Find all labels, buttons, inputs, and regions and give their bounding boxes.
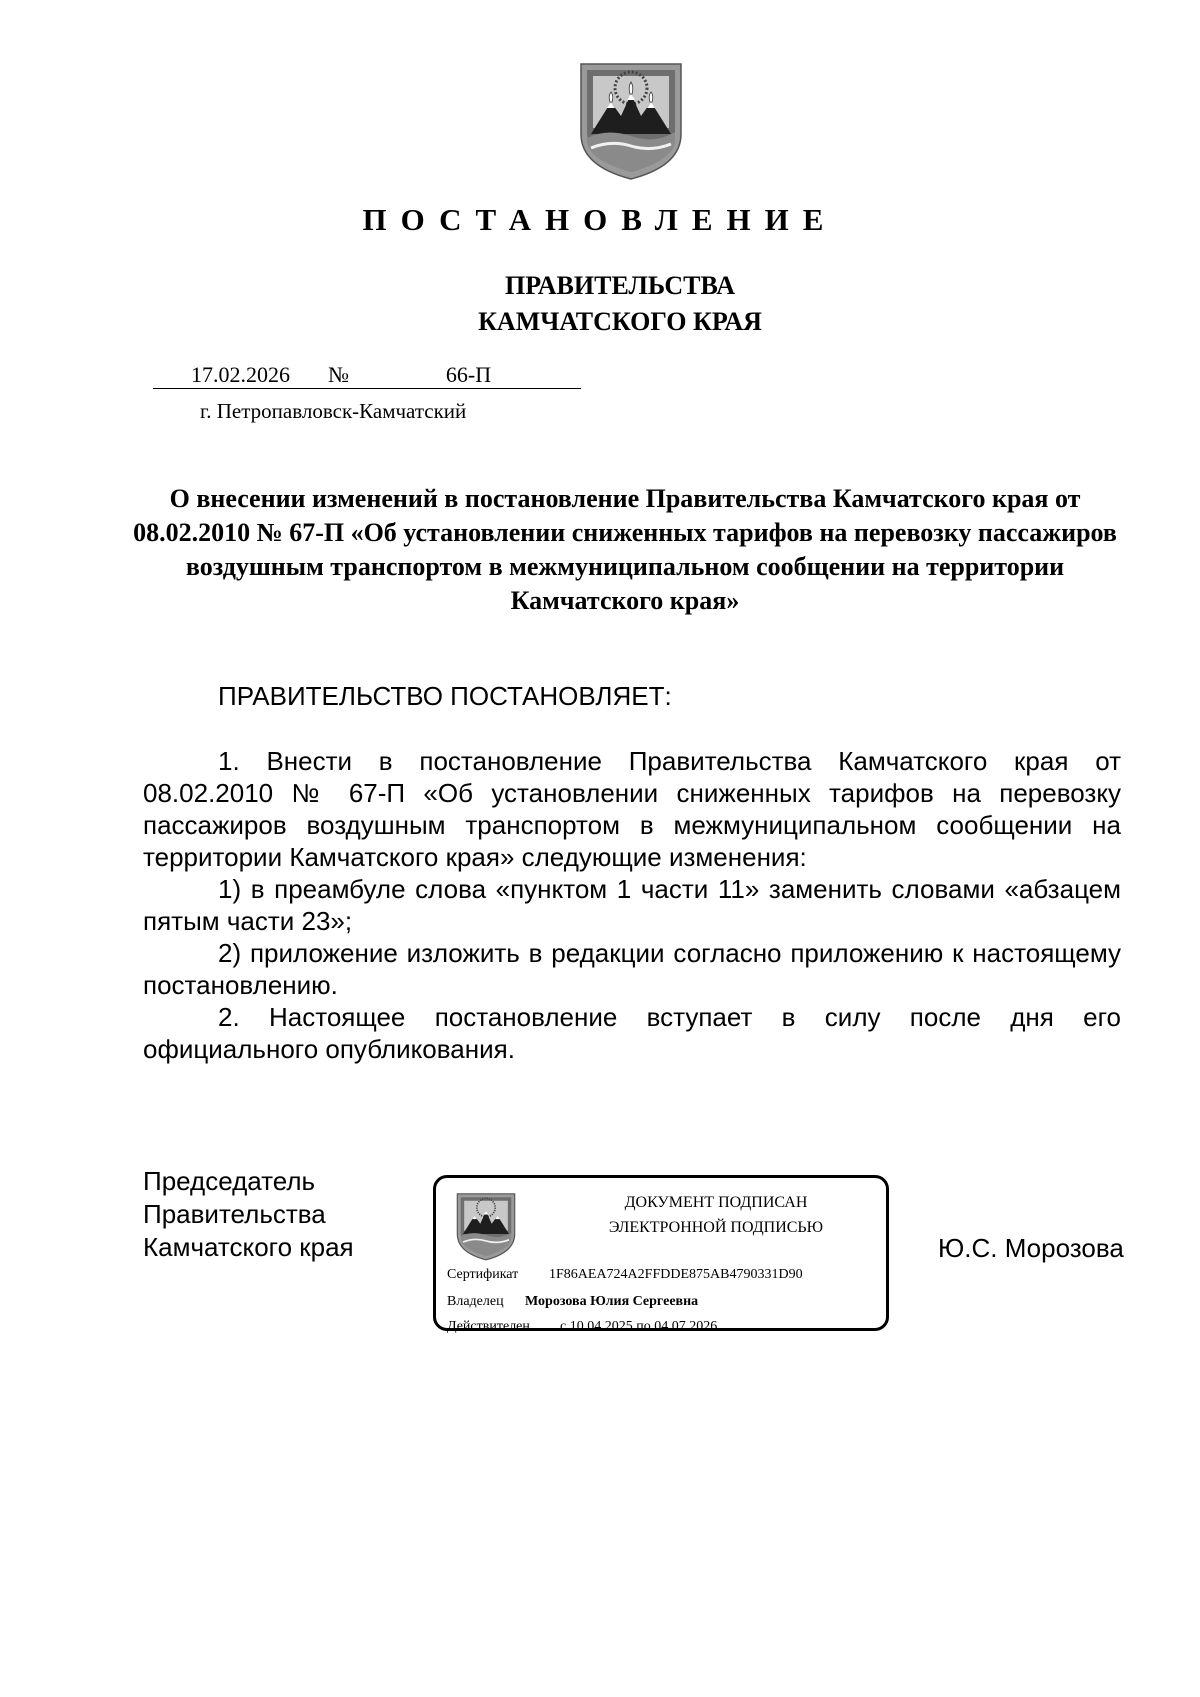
body-paragraph: 2. Настоящее постановление вступает в силу после дня его официального опубликования. (143, 1002, 1121, 1064)
stamp-validity-row (447, 1318, 717, 1336)
issuer-line: ПРАВИТЕЛЬСТВА (505, 271, 735, 300)
issuer-block (0, 268, 1200, 340)
stamp-heading-line: ЭЛЕКТРОННОЙ ПОДПИСЬЮ (608, 1219, 824, 1236)
owner-label: Владелец (447, 1294, 504, 1309)
body-paragraph: 1) в преамбуле слова «пунктом 1 части 11» заменить словами «абзацем пятым части 23»; (143, 874, 1121, 936)
stamp-heading (556, 1190, 876, 1240)
validity-value: с 10.04.2025 по 04.07.2026 (560, 1319, 718, 1334)
kamchatka-coat-of-arms-icon (577, 58, 685, 182)
number-label: № (328, 362, 356, 389)
signer-name: Ю.С. Морозова (938, 1233, 1124, 1263)
document-subject: О внесении изменений в постановление Правительства Камчатского края от 08.02.2010 № 67-П «Об установлении сниженных тарифов на перевозку пассажиров воздушным транспортом в межмуниципальном сообщении на территории Камчатского края» (133, 484, 1117, 615)
document-number: 66-П (356, 362, 581, 389)
signer-position-line: Камчатского края (143, 1232, 354, 1262)
certificate-label: Сертификат (447, 1267, 519, 1282)
registration-line (153, 362, 581, 389)
decree-word: ПРАВИТЕЛЬСТВО ПОСТАНОВЛЯЕТ: (218, 681, 672, 711)
stamp-certificate-row (447, 1266, 803, 1284)
document-type-title: ПОСТАНОВЛЕНИЕ (362, 202, 838, 237)
signer-position (143, 1165, 354, 1264)
certificate-value: 1F86AEA724A2FFDDE875AB4790331D90 (549, 1267, 803, 1282)
place-of-issue: г. Петропавловск-Камчатский (200, 399, 467, 423)
document-date: 17.02.2026 (153, 362, 328, 389)
owner-value: Морозова Юлия Сергеевна (525, 1294, 699, 1309)
electronic-signature-stamp (433, 1175, 889, 1334)
document-body (143, 745, 1121, 1065)
validity-label: Действителен (447, 1319, 530, 1334)
stamp-owner-row (447, 1293, 698, 1311)
body-paragraph: 2) приложение изложить в редакции согласно приложению к настоящему постановлению. (143, 938, 1121, 1000)
signer-position-line: Правительства (143, 1199, 326, 1229)
body-paragraph: 1. Внести в постановление Правительства Камчатского края от 08.02.2010 № 67-П «Об установлении сниженных тарифов на перевозку пассажиров воздушным транспортом в межмуниципальном сообщении на территории Камчатского края» следующие изменения: (143, 746, 1121, 872)
signer-position-line: Председатель (143, 1166, 316, 1196)
issuer-line: КАМЧАТСКОГО КРАЯ (478, 307, 762, 336)
stamp-heading-line: ДОКУМЕНТ ПОДПИСАН (624, 1194, 808, 1211)
kamchatka-coat-of-arms-icon (455, 1189, 517, 1263)
